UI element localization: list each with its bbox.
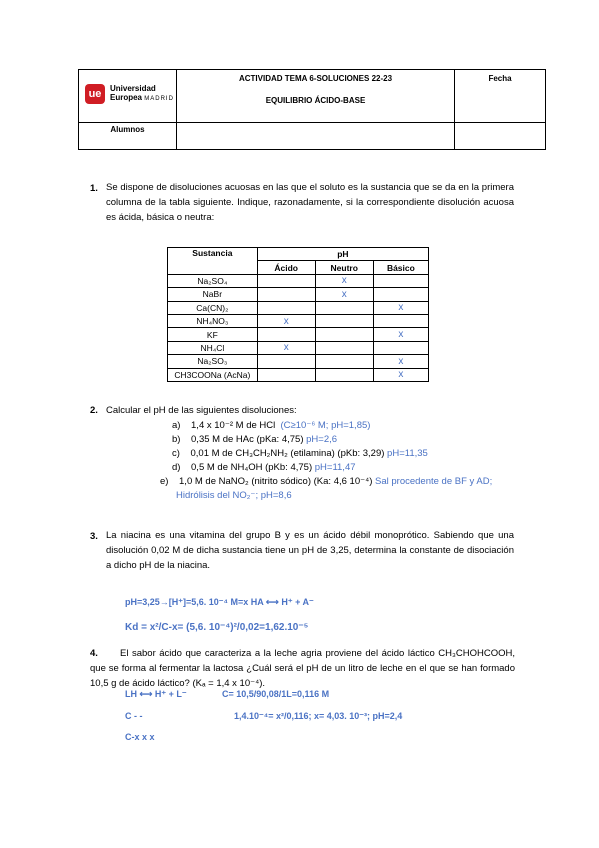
table-row: KF x <box>168 328 429 341</box>
q4-number: 4. <box>90 648 98 659</box>
ue-logo-icon: ue <box>85 84 105 104</box>
table-row: CH3COONa (AcNa) x <box>168 368 429 381</box>
table-row: Ca(CN)₂ x <box>168 301 429 314</box>
header-table <box>78 69 546 150</box>
q2-item-b: b) 0,35 M de HAc (pKa: 4,75) pH=2,6 <box>172 434 338 445</box>
table-row: NH₄NO₃ x <box>168 314 429 327</box>
substance-cell: KF <box>168 328 258 341</box>
substance-cell: Na₂SO₄ <box>168 274 258 287</box>
table-row: NaBr x <box>168 288 429 301</box>
substance-cell: NH₄NO₃ <box>168 314 258 327</box>
students-date-field <box>455 123 546 150</box>
students-label-cell <box>79 123 177 150</box>
col-neutral: Neutro <box>315 261 373 274</box>
col-basic: Básico <box>373 261 428 274</box>
substance-cell: NH₄Cl <box>168 341 258 354</box>
q4-answer-line2b: 1,4.10⁻⁴= x²/0,116; x= 4,03. 10⁻³; pH=2,4 <box>234 711 403 721</box>
logo-line2: Europea <box>110 93 143 102</box>
q2-item-a: a) 1,4 x 10⁻² M de HCl (C≥10⁻⁶ M; pH=1,85) <box>172 420 371 431</box>
q3-answer1: pH=3,25→[H⁺]=5,6. 10⁻⁴ M=x HA ⟷ H⁺ + A⁻ <box>125 597 314 607</box>
q1-text: Se dispone de disoluciones acuosas en las que el soluto es la sustancia que se da en la primera columna de la tabla siguiente. Indique, razonadamente, si la correspondiente disolución acuosa es ácida, básica o neutra: <box>106 182 514 223</box>
q3-number: 3. <box>90 531 98 542</box>
university-logo <box>79 70 176 104</box>
substance-cell: Ca(CN)₂ <box>168 301 258 314</box>
activity-title: ACTIVIDAD TEMA 6-SOLUCIONES 22-23 <box>238 74 393 83</box>
table-row: NH₄Cl x <box>168 341 429 354</box>
q2-item-d: d) 0,5 M de NH₄OH (pKb: 4,75) pH=11,47 <box>172 462 356 473</box>
subject-title: EQUILIBRIO ÁCIDO-BASE <box>265 96 366 105</box>
q4-answer-line1a: LH ⟷ H⁺ + L⁻ <box>125 689 187 699</box>
logo-cell <box>79 70 177 123</box>
logo-line3: MADRID <box>144 96 174 102</box>
table-row: Na₂SO₃ x <box>168 355 429 368</box>
date-label: Fecha <box>488 74 512 83</box>
date-cell <box>455 70 546 123</box>
q4-text: El sabor ácido que caracteriza a la leche agria proviene del ácido láctico CH₃CHOHCOOH, que se forma al fermentar la lactosa ¿Cuál será el pH de un litro de leche en el que se han formado 10,5 g de ácido láctico? (Kₐ = 1,4 x 10⁻⁴). <box>90 648 515 689</box>
q3-text: La niacina es una vitamina del grupo B y es un ácido débil monoprótico. Sabiendo que una disolución 0,02 M de dicha sustancia tiene un pH de 3,25, determina la constante de disociación a dicho pH de la niacina. <box>106 530 514 571</box>
students-label: Alumnos <box>110 125 145 134</box>
q1-number: 1. <box>90 183 98 194</box>
students-field <box>177 123 455 150</box>
substance-cell: NaBr <box>168 288 258 301</box>
substance-table <box>167 247 429 382</box>
q2-item-c: c) 0,01 M de CH₃CH₂NH₂ (etilamina) (pKb: 3,29) pH=11,35 <box>172 448 428 459</box>
col-substance: Sustancia <box>168 248 258 275</box>
substance-cell: CH3COONa (AcNa) <box>168 368 258 381</box>
table-row: Na₂SO₄ x <box>168 274 429 287</box>
q4-answer-line1b: C= 10,5/90,08/1L=0,116 M <box>222 689 330 699</box>
logo-line1: Universidad <box>110 84 156 93</box>
title-cell <box>177 70 455 123</box>
q2-item-e-answer2: Hidrólisis del NO₂⁻; pH=8,6 <box>176 490 292 501</box>
q2-item-e: e) 1,0 M de NaNO₂ (nitrito sódico) (Ka: 4,6 10⁻⁴) Sal procedente de BF y AD; <box>160 476 493 487</box>
q2-text: Calcular el pH de las siguientes disoluciones: <box>106 405 297 416</box>
col-ph: pH <box>257 248 428 261</box>
q3-answer2: Kd = x²/C-x= (5,6. 10⁻⁴)²/0,02=1,62.10⁻⁵ <box>125 622 309 633</box>
col-acid: Ácido <box>257 261 315 274</box>
q2-number: 2. <box>90 405 98 416</box>
q4-answer-line3a: C-x x x <box>125 732 155 742</box>
substance-cell: Na₂SO₃ <box>168 355 258 368</box>
q4-answer-line2a: C - - <box>125 711 143 721</box>
